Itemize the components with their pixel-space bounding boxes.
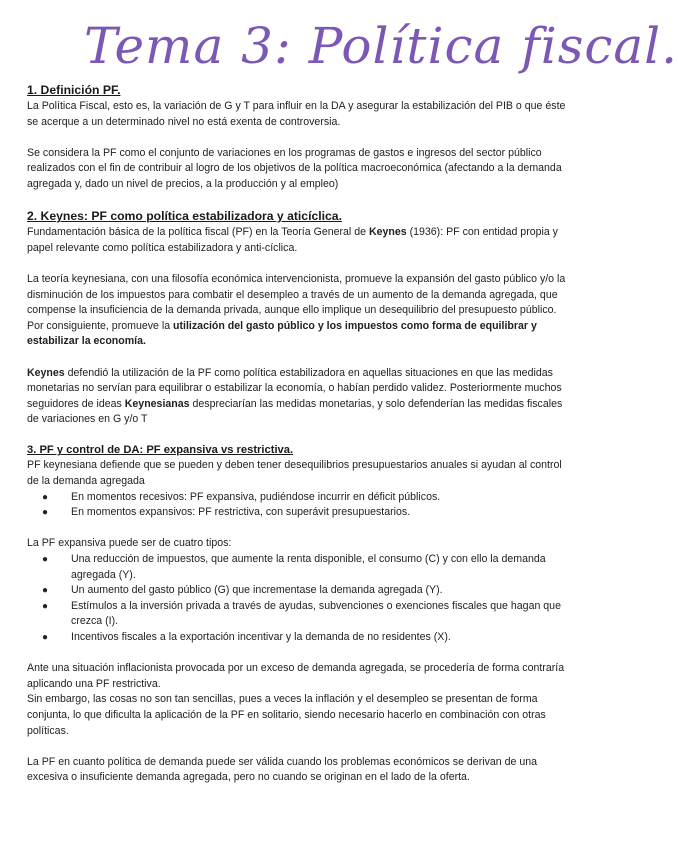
section-3-heading: 3. PF y control de DA: PF expansiva vs restrictiva. [27, 444, 294, 457]
section-3-paragraph-3: Ante una situación inflacionista provocada por un exceso de demanda agregada, se procedería de forma contraría aplicando una PF restrictiva. [27, 662, 565, 690]
section-2-heading: 2. Keynes: PF como política estabilizadora y aticíclica. [27, 209, 342, 224]
bullet-icon: ● [41, 507, 49, 519]
expansive-types-list [27, 552, 575, 646]
list-item: ● Estímulos a la inversión privada a través de ayudas, subvenciones o exenciones fiscales que hagan que crezca (I). [41, 599, 561, 628]
section-3-paragraph-4: Sin embargo, las cosas no son tan sencillas, pues a veces la inflación y el desempleo se presentan de forma conjunta, lo que dificulta la aplicación de la PF en solitario, siendo necesario hacerlo en combinación con otras políticas. [27, 693, 546, 737]
list-item: ● En momentos expansivos: PF restrictiva, con superávit presupuestarios. [27, 505, 575, 521]
section-2-paragraph-2: La teoría keynesiana, con una filosofía económica intervencionista, promueve la expansión del gasto público y/o la disminución de los impuestos para combatir el desempleo a través de un aumento de la demanda agregada, que compense la insuficiencia de la demanda privada, aunque ello implique un desequilibrio del presupuesto público. [27, 272, 566, 317]
bullet-icon: ● [41, 632, 49, 643]
section-3-paragraph-1: PF keynesiana defiende que se pueden y deben tener desequilibrios presupuestarios anuales si ayudan al control de la demanda agregada [27, 459, 562, 488]
bullet-icon: ● [41, 585, 49, 597]
section-2-paragraph-3: Por consiguiente, promueve la utilización del gasto público y los impuestos como forma de equilibrar y estabilizar la economía. [27, 319, 537, 348]
section-1-paragraph-1: La Política Fiscal, esto es, la variación de G y T para influir en la DA y asegurar la estabilización del PIB o que éste se acerque a un determinado nivel no está exenta de controversia. [27, 100, 566, 128]
list-item: ● Una reducción de impuestos, que aumente la renta disponible, el consumo (C) y con ello la demanda agregada (Y). [41, 553, 546, 581]
bullet-icon: ● [41, 491, 49, 503]
section-2-paragraph-1: Fundamentación básica de la política fiscal (PF) en la Teoría General de Keynes (1936): PF con entidad propia y papel relevante como política estabilizadora y anti-cíclica. [27, 226, 558, 254]
section-1-paragraph-2: Se considera la PF como el conjunto de variaciones en los programas de gastos e ingresos del sector público realizados con el fin de contribuir al logro de los objetivos de la política macroeconómica (afectando a la demanda agregada y, dado un nivel de precios, a la producción y al empleo) [27, 146, 562, 190]
section-1-heading: 1. Definición PF. [27, 83, 121, 97]
section-3-paragraph-5: La PF en cuanto política de demanda puede ser válida cuando los problemas económicos se derivan de una excesiva o insuficiente demanda agregada, pero no cuando se originan en el lado de la oferta. [27, 755, 538, 784]
section-2-paragraph-4: Keynes defendió la utilización de la PF como política estabilizadora en aquellas situaciones en que las medidas monetarias no servían para equilibrar o estabilizar la economía, o habían perdido validez. Posteriormente muchos seguidores de ideas Keynesianas despreciarían las medidas monetarias, y solo defenderían las medidas fiscales de variaciones en G y/o T [27, 366, 563, 426]
bullet-icon: ● [41, 554, 49, 566]
bullet-icon: ● [41, 600, 49, 612]
list-item: ● Incentivos fiscales a la exportación incentivar y la demanda de no residentes (X). [27, 630, 575, 646]
list-item: ● Un aumento del gasto público (G) que incrementase la demanda agregada (Y). [27, 583, 575, 599]
page-title: Tema 3: Política fiscal. [84, 17, 678, 75]
document-body [27, 82, 575, 786]
cycle-policy-list [27, 490, 575, 521]
section-3-paragraph-2: La PF expansiva puede ser de cuatro tipos: [27, 537, 232, 550]
list-item: ● En momentos recesivos: PF expansiva, pudiéndose incurrir en déficit públicos. [27, 490, 575, 506]
